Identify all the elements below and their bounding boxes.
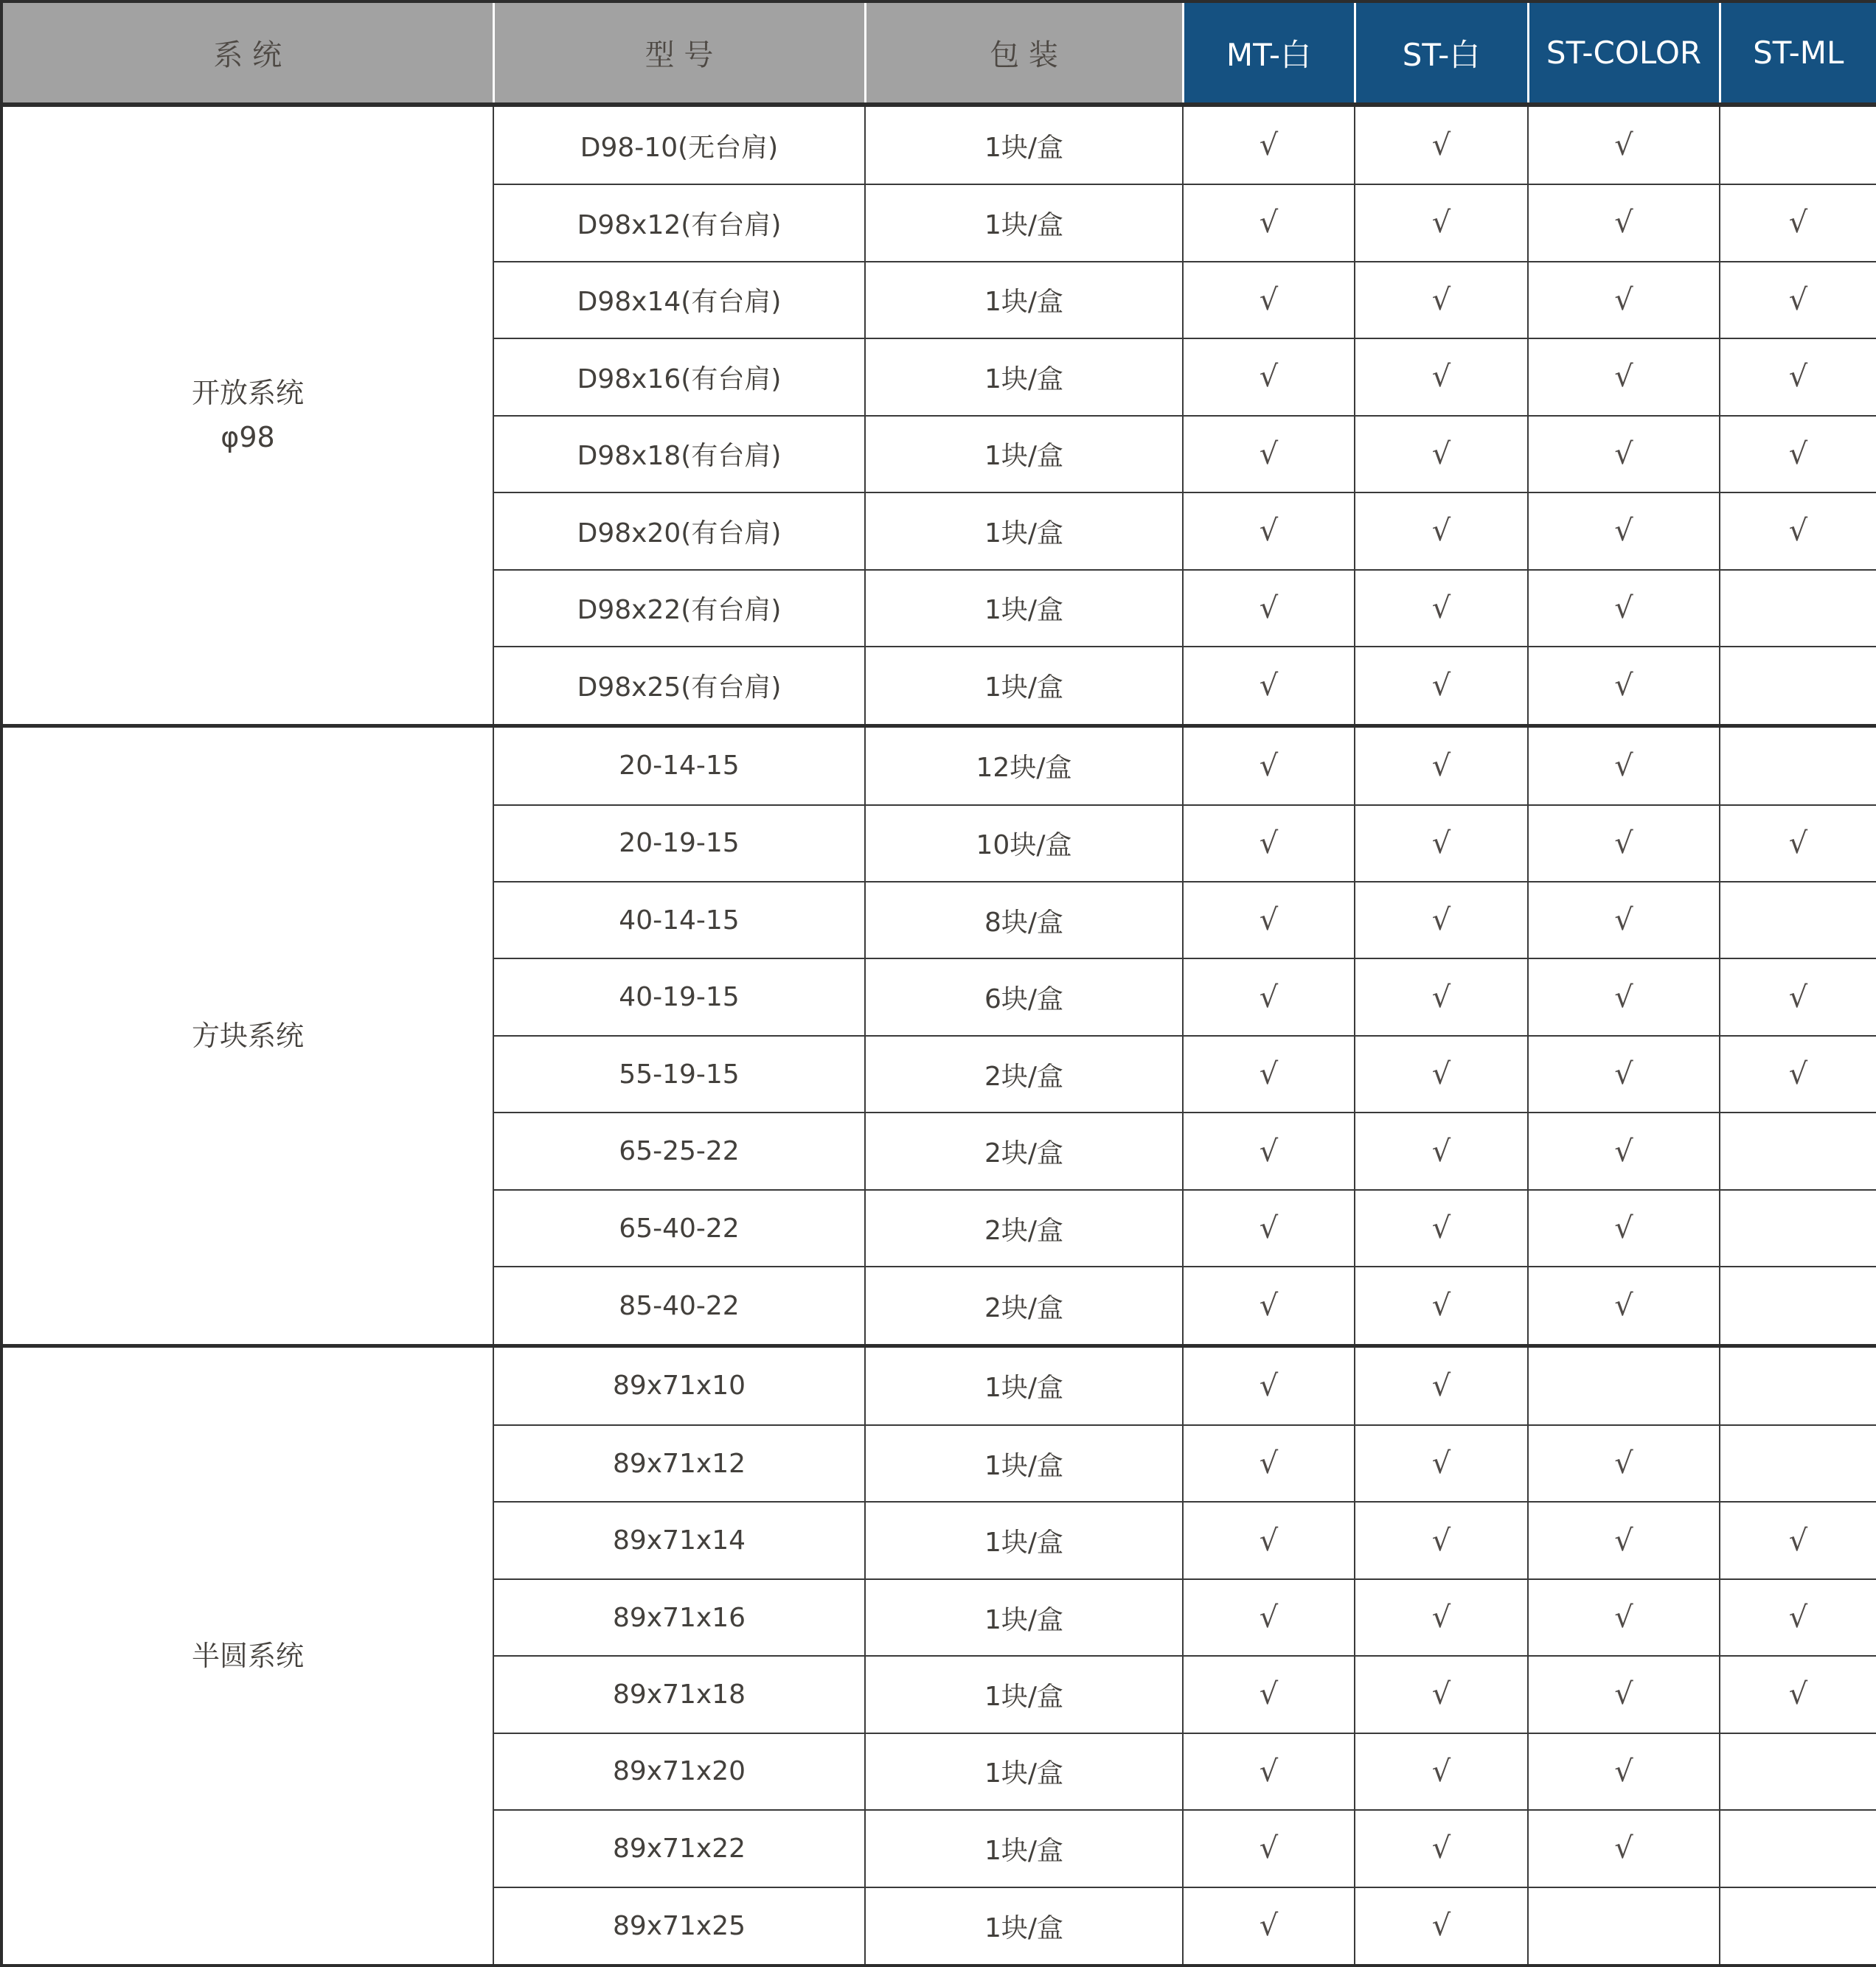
package-cell: 1块/盒	[865, 1502, 1183, 1578]
check-mark-icon: √	[1431, 668, 1451, 703]
check-cell-st-color	[1528, 262, 1720, 338]
check-mark-icon: √	[1788, 282, 1808, 317]
check-cell-st-color	[1528, 1733, 1720, 1810]
check-cell-st-white	[1355, 416, 1528, 492]
check-mark-icon: √	[1259, 1289, 1279, 1323]
check-cell-st-white	[1355, 1346, 1528, 1425]
model-cell: D98x20(有台肩)	[493, 492, 865, 569]
check-mark-icon: √	[1431, 1754, 1451, 1789]
check-cell-st-white	[1355, 262, 1528, 338]
check-mark-icon: √	[1431, 128, 1451, 163]
check-mark-icon: √	[1788, 360, 1808, 394]
check-cell-st-white	[1355, 725, 1528, 804]
check-mark-icon: √	[1259, 1368, 1279, 1403]
package-cell: 1块/盒	[865, 647, 1183, 725]
check-cell-st-color	[1528, 105, 1720, 184]
model-cell: 89x71x16	[493, 1579, 865, 1656]
check-mark-icon: √	[1259, 748, 1279, 783]
header-cell-system: 系 统	[1, 1, 493, 105]
check-mark-icon: √	[1431, 1909, 1451, 1943]
check-cell-st-ml	[1720, 1346, 1876, 1425]
check-cell-st-ml	[1720, 1113, 1876, 1189]
check-mark-icon: √	[1431, 436, 1451, 471]
check-mark-icon: √	[1788, 1057, 1808, 1092]
check-mark-icon: √	[1431, 206, 1451, 240]
check-cell-mt-white	[1183, 1810, 1355, 1887]
check-mark-icon: √	[1259, 980, 1279, 1014]
check-cell-st-color	[1528, 184, 1720, 261]
package-cell: 1块/盒	[865, 570, 1183, 647]
check-mark-icon: √	[1788, 1601, 1808, 1634]
package-cell: 6块/盒	[865, 958, 1183, 1035]
package-cell: 2块/盒	[865, 1036, 1183, 1113]
check-cell-st-color	[1528, 647, 1720, 725]
check-mark-icon: √	[1259, 1057, 1279, 1092]
check-mark-icon: √	[1788, 980, 1808, 1014]
check-mark-icon: √	[1788, 1677, 1808, 1712]
package-cell: 1块/盒	[865, 105, 1183, 184]
check-cell-mt-white	[1183, 105, 1355, 184]
check-mark-icon: √	[1614, 903, 1633, 938]
system-diameter: φ98	[220, 421, 275, 454]
check-cell-mt-white	[1183, 1502, 1355, 1578]
check-cell-st-color	[1528, 338, 1720, 415]
check-cell-st-color	[1528, 1267, 1720, 1345]
check-mark-icon: √	[1614, 591, 1633, 625]
package-cell: 1块/盒	[865, 1810, 1183, 1887]
check-mark-icon: √	[1259, 591, 1279, 625]
check-cell-mt-white	[1183, 958, 1355, 1035]
check-cell-st-color	[1528, 1502, 1720, 1578]
check-mark-icon: √	[1259, 1909, 1279, 1943]
check-mark-icon: √	[1431, 282, 1451, 317]
model-cell: D98x25(有台肩)	[493, 647, 865, 725]
check-mark-icon: √	[1431, 1368, 1451, 1403]
check-mark-icon: √	[1614, 436, 1633, 471]
check-cell-st-ml	[1720, 1733, 1876, 1810]
package-cell: 2块/盒	[865, 1113, 1183, 1189]
check-mark-icon: √	[1431, 748, 1451, 783]
check-mark-icon: √	[1788, 206, 1808, 240]
check-mark-icon: √	[1259, 1523, 1279, 1558]
check-mark-icon: √	[1259, 514, 1279, 549]
check-mark-icon: √	[1614, 1831, 1633, 1866]
check-cell-st-white	[1355, 1502, 1528, 1578]
model-cell: 89x71x12	[493, 1425, 865, 1502]
check-cell-st-white	[1355, 1810, 1528, 1887]
check-cell-st-color	[1528, 1887, 1720, 1966]
check-mark-icon: √	[1614, 1754, 1633, 1789]
check-cell-st-white	[1355, 882, 1528, 958]
table-row	[1, 725, 1876, 804]
check-cell-st-white	[1355, 570, 1528, 647]
system-name: 方块系统	[191, 1019, 304, 1052]
check-mark-icon: √	[1431, 1289, 1451, 1323]
header-cell-package: 包 装	[865, 1, 1183, 105]
check-cell-st-color	[1528, 882, 1720, 958]
check-mark-icon: √	[1431, 1446, 1451, 1481]
check-cell-st-ml	[1720, 1502, 1876, 1578]
package-cell: 1块/盒	[865, 1425, 1183, 1502]
check-cell-mt-white	[1183, 1190, 1355, 1267]
check-mark-icon: √	[1431, 980, 1451, 1014]
check-cell-st-ml	[1720, 570, 1876, 647]
model-cell: D98x18(有台肩)	[493, 416, 865, 492]
check-cell-st-ml	[1720, 882, 1876, 958]
check-mark-icon: √	[1259, 1446, 1279, 1481]
check-cell-mt-white	[1183, 1656, 1355, 1733]
check-mark-icon: √	[1259, 1831, 1279, 1866]
check-mark-icon: √	[1259, 1677, 1279, 1712]
check-cell-mt-white	[1183, 492, 1355, 569]
package-cell: 12块/盒	[865, 725, 1183, 804]
check-mark-icon: √	[1259, 1134, 1279, 1169]
check-cell-st-color	[1528, 1036, 1720, 1113]
check-mark-icon: √	[1259, 1211, 1279, 1246]
check-cell-st-white	[1355, 1733, 1528, 1810]
check-cell-st-white	[1355, 1190, 1528, 1267]
check-mark-icon: √	[1788, 514, 1808, 549]
check-cell-mt-white	[1183, 1113, 1355, 1189]
check-mark-icon: √	[1259, 1754, 1279, 1789]
table-row	[1, 1346, 1876, 1425]
check-mark-icon: √	[1259, 128, 1279, 163]
check-mark-icon: √	[1614, 668, 1633, 703]
check-mark-icon: √	[1259, 360, 1279, 394]
package-cell: 1块/盒	[865, 1733, 1183, 1810]
system-cell	[1, 1346, 493, 1966]
check-mark-icon: √	[1614, 980, 1633, 1014]
check-cell-st-color	[1528, 1113, 1720, 1189]
header-cell-st-color: ST-COLOR	[1528, 1, 1720, 105]
check-cell-st-ml	[1720, 958, 1876, 1035]
check-mark-icon: √	[1614, 748, 1633, 783]
check-cell-st-color	[1528, 1190, 1720, 1267]
model-cell: 40-19-15	[493, 958, 865, 1035]
check-cell-st-white	[1355, 1036, 1528, 1113]
check-mark-icon: √	[1431, 360, 1451, 394]
model-cell: 89x71x14	[493, 1502, 865, 1578]
check-cell-mt-white	[1183, 416, 1355, 492]
package-cell: 1块/盒	[865, 262, 1183, 338]
check-cell-st-color	[1528, 1656, 1720, 1733]
check-cell-st-white	[1355, 1113, 1528, 1189]
table-header	[1, 1, 1876, 105]
check-cell-st-white	[1355, 647, 1528, 725]
check-cell-mt-white	[1183, 882, 1355, 958]
model-cell: D98x22(有台肩)	[493, 570, 865, 647]
check-cell-st-white	[1355, 184, 1528, 261]
check-mark-icon: √	[1431, 1677, 1451, 1712]
check-mark-icon: √	[1259, 826, 1279, 860]
check-cell-st-color	[1528, 725, 1720, 804]
package-cell: 1块/盒	[865, 1887, 1183, 1966]
model-cell: 20-14-15	[493, 725, 865, 804]
check-cell-st-white	[1355, 338, 1528, 415]
check-cell-st-color	[1528, 416, 1720, 492]
header-cell-model: 型 号	[493, 1, 865, 105]
check-mark-icon: √	[1431, 1057, 1451, 1092]
check-cell-mt-white	[1183, 338, 1355, 415]
package-cell: 1块/盒	[865, 1346, 1183, 1425]
check-cell-mt-white	[1183, 1036, 1355, 1113]
model-cell: 55-19-15	[493, 1036, 865, 1113]
model-cell: D98-10(无台肩)	[493, 105, 865, 184]
check-cell-mt-white	[1183, 1733, 1355, 1810]
header-cell-mt-white: MT-白	[1183, 1, 1355, 105]
check-cell-mt-white	[1183, 1887, 1355, 1966]
table-row	[1, 105, 1876, 184]
package-cell: 1块/盒	[865, 338, 1183, 415]
check-mark-icon: √	[1788, 1523, 1808, 1558]
model-cell: 89x71x22	[493, 1810, 865, 1887]
check-cell-mt-white	[1183, 262, 1355, 338]
check-cell-mt-white	[1183, 647, 1355, 725]
check-cell-st-color	[1528, 1346, 1720, 1425]
check-cell-st-color	[1528, 1579, 1720, 1656]
check-cell-st-ml	[1720, 338, 1876, 415]
check-cell-mt-white	[1183, 1579, 1355, 1656]
check-cell-st-white	[1355, 1656, 1528, 1733]
check-cell-st-ml	[1720, 1190, 1876, 1267]
check-mark-icon: √	[1431, 1601, 1451, 1634]
check-cell-st-ml	[1720, 416, 1876, 492]
check-cell-st-ml	[1720, 1887, 1876, 1966]
check-mark-icon: √	[1431, 1134, 1451, 1169]
check-mark-icon: √	[1614, 1057, 1633, 1092]
check-cell-st-color	[1528, 958, 1720, 1035]
check-cell-st-white	[1355, 492, 1528, 569]
check-cell-st-color	[1528, 570, 1720, 647]
package-cell: 1块/盒	[865, 1656, 1183, 1733]
package-cell: 8块/盒	[865, 882, 1183, 958]
model-cell: 65-40-22	[493, 1190, 865, 1267]
check-cell-mt-white	[1183, 725, 1355, 804]
check-mark-icon: √	[1431, 826, 1451, 860]
model-cell: D98x14(有台肩)	[493, 262, 865, 338]
check-mark-icon: √	[1259, 282, 1279, 317]
check-cell-st-white	[1355, 958, 1528, 1035]
package-cell: 1块/盒	[865, 416, 1183, 492]
check-cell-st-ml	[1720, 262, 1876, 338]
check-cell-mt-white	[1183, 1425, 1355, 1502]
model-cell: 20-19-15	[493, 805, 865, 882]
check-mark-icon: √	[1431, 1523, 1451, 1558]
header-cell-st-ml: ST-ML	[1720, 1, 1876, 105]
check-cell-st-color	[1528, 805, 1720, 882]
check-mark-icon: √	[1614, 1289, 1633, 1323]
check-cell-st-ml	[1720, 647, 1876, 725]
check-cell-st-ml	[1720, 105, 1876, 184]
system-name: 半圆系统	[191, 1639, 304, 1672]
check-mark-icon: √	[1259, 668, 1279, 703]
check-cell-st-white	[1355, 1579, 1528, 1656]
check-cell-st-ml	[1720, 492, 1876, 569]
system-name: 开放系统	[191, 376, 304, 409]
check-cell-st-ml	[1720, 1036, 1876, 1113]
check-cell-st-ml	[1720, 184, 1876, 261]
check-cell-st-color	[1528, 1810, 1720, 1887]
check-cell-mt-white	[1183, 570, 1355, 647]
package-cell: 1块/盒	[865, 492, 1183, 569]
check-cell-st-ml	[1720, 1810, 1876, 1887]
check-mark-icon: √	[1788, 826, 1808, 860]
check-mark-icon: √	[1614, 514, 1633, 549]
check-cell-st-color	[1528, 492, 1720, 569]
model-cell: 89x71x20	[493, 1733, 865, 1810]
model-cell: 85-40-22	[493, 1267, 865, 1345]
check-mark-icon: √	[1259, 436, 1279, 471]
package-cell: 10块/盒	[865, 805, 1183, 882]
check-cell-mt-white	[1183, 1346, 1355, 1425]
model-cell: 89x71x10	[493, 1346, 865, 1425]
check-mark-icon: √	[1259, 903, 1279, 938]
check-mark-icon: √	[1614, 1211, 1633, 1246]
model-cell: 89x71x25	[493, 1887, 865, 1966]
check-cell-mt-white	[1183, 805, 1355, 882]
model-cell: D98x12(有台肩)	[493, 184, 865, 261]
model-cell: 89x71x18	[493, 1656, 865, 1733]
system-cell	[1, 725, 493, 1345]
check-mark-icon: √	[1614, 1677, 1633, 1712]
check-cell-st-white	[1355, 105, 1528, 184]
check-mark-icon: √	[1259, 206, 1279, 240]
check-cell-st-ml	[1720, 1425, 1876, 1502]
check-cell-st-white	[1355, 1887, 1528, 1966]
model-cell: 65-25-22	[493, 1113, 865, 1189]
check-mark-icon: √	[1431, 514, 1451, 549]
check-cell-st-ml	[1720, 1579, 1876, 1656]
header-row	[1, 1, 1876, 105]
model-cell: D98x16(有台肩)	[493, 338, 865, 415]
check-mark-icon: √	[1431, 1831, 1451, 1866]
check-cell-st-color	[1528, 1425, 1720, 1502]
package-cell: 2块/盒	[865, 1267, 1183, 1345]
check-mark-icon: √	[1614, 128, 1633, 163]
check-cell-st-white	[1355, 1267, 1528, 1345]
check-mark-icon: √	[1431, 1211, 1451, 1246]
check-cell-mt-white	[1183, 1267, 1355, 1345]
check-mark-icon: √	[1614, 282, 1633, 317]
header-cell-st-white: ST-白	[1355, 1, 1528, 105]
check-mark-icon: √	[1259, 1601, 1279, 1634]
check-mark-icon: √	[1614, 1601, 1633, 1634]
check-cell-st-white	[1355, 805, 1528, 882]
check-mark-icon: √	[1788, 436, 1808, 471]
system-cell	[1, 105, 493, 725]
check-mark-icon: √	[1431, 903, 1451, 938]
table-body	[1, 105, 1876, 1966]
check-mark-icon: √	[1614, 360, 1633, 394]
check-mark-icon: √	[1614, 206, 1633, 240]
check-mark-icon: √	[1614, 1523, 1633, 1558]
check-cell-st-ml	[1720, 1656, 1876, 1733]
check-cell-st-white	[1355, 1425, 1528, 1502]
check-mark-icon: √	[1614, 826, 1633, 860]
package-cell: 1块/盒	[865, 1579, 1183, 1656]
check-mark-icon: √	[1431, 591, 1451, 625]
model-cell: 40-14-15	[493, 882, 865, 958]
package-cell: 1块/盒	[865, 184, 1183, 261]
check-cell-st-ml	[1720, 725, 1876, 804]
check-mark-icon: √	[1614, 1446, 1633, 1481]
check-cell-st-ml	[1720, 805, 1876, 882]
check-mark-icon: √	[1614, 1134, 1633, 1169]
package-cell: 2块/盒	[865, 1190, 1183, 1267]
check-cell-st-ml	[1720, 1267, 1876, 1345]
check-cell-mt-white	[1183, 184, 1355, 261]
